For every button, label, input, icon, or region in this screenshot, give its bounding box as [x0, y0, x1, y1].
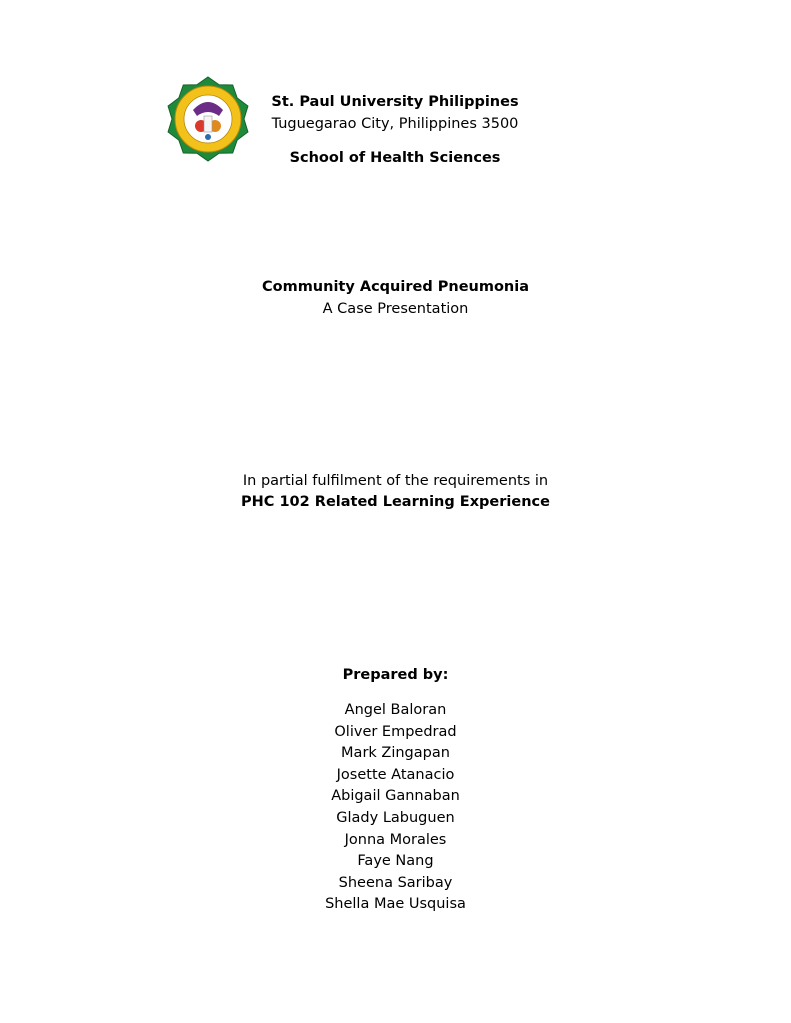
list-item: Oliver Empedrad [334, 723, 457, 740]
list-item: Angel Baloran [344, 702, 447, 718]
list-item: Glady Labuguen [336, 809, 455, 826]
list-item: Jonna Morales [344, 831, 447, 848]
list-item: Shella Mae Usquisa [325, 896, 466, 913]
prepared-by-label: Prepared by: [342, 667, 449, 683]
list-item: Sheena Saribay [338, 874, 453, 891]
list-item: Abigail Gannaban [331, 788, 460, 805]
document-subtitle: A Case Presentation [322, 301, 469, 317]
list-item: Mark Zingapan [341, 745, 450, 762]
fulfilment-statement: In partial fulfilment of the requirements in [242, 473, 549, 489]
members-list [0, 700, 791, 916]
list-item: Faye Nang [357, 853, 434, 870]
course-name: PHC 102 Related Learning Experience [241, 494, 550, 510]
university-name: St. Paul University Philippines [271, 94, 519, 110]
list-item: Josette Atanacio [336, 766, 455, 783]
university-address: Tuguegarao City, Philippines 3500 [271, 116, 519, 132]
school-name: School of Health Sciences [289, 150, 501, 166]
document-title: Community Acquired Pneumonia [261, 279, 530, 295]
